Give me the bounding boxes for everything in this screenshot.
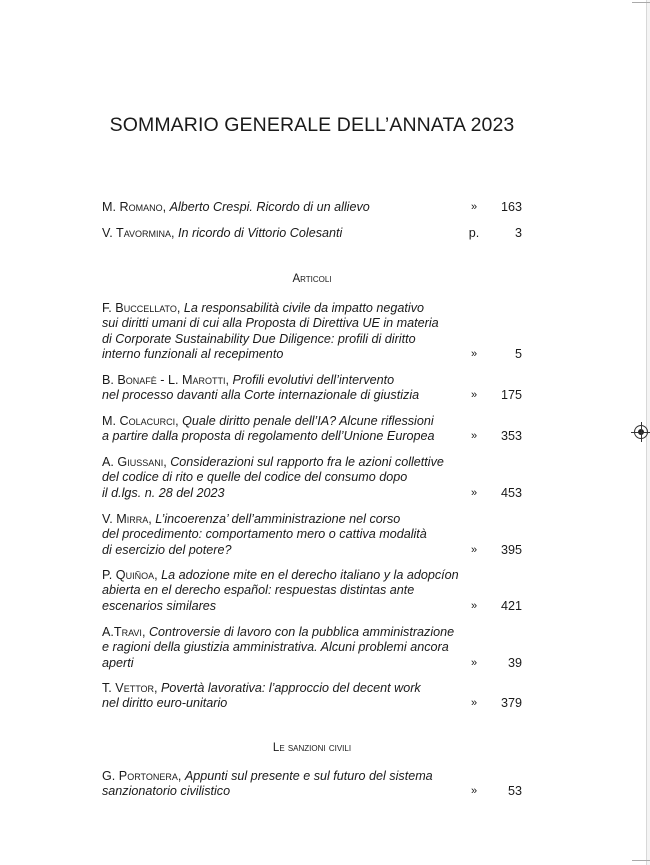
entry-title-line: a partire dalla proposta di regolamento dell’Unione Europea [102,429,435,444]
entry-page-prefix: p. [468,226,480,240]
entry-title-line: L’incoerenza’ dell’amministrazione nel corso [155,512,401,526]
entry-title-line: sui diritti umani di cui alla Proposta di Direttiva UE in materia [102,316,439,331]
entry-title-line: La adozione mite en el derecho italiano y la adopcíon [161,568,459,582]
entry-text: F. Buccellato, La responsabilità civile da impatto negativo sui diritti umani di cui alla Proposta di Direttiva UE in materia di Corporate Sustainability Due Diligence: profili di diritto interno funzionali al recepimento [102,301,439,361]
entry-text: G. Portonera, Appunti sul presente e sul futuro del sistema sanzionatorio civilistico [102,769,433,799]
entry-text: V. Mirra, L’incoerenza’ dell’amministrazione nel corso del procedimento: comportamento mero o cattiva modalità di esercizio del potere? [102,512,427,557]
entry-title-line: Profili evolutivi dell’intervento [232,373,395,387]
section-heading: Le sanzioni civili [272,742,352,754]
entry-page-number: 395 [500,543,522,557]
entry-text: B. Bonafè - L. Marotti, Profili evolutivi dell’intervento nel processo davanti alla Corte internazionale di giustizia [102,373,420,403]
entry-author: B. Bonafè - L. Marotti [102,373,226,387]
entry-ditto-mark: » [470,348,478,360]
entry-author: F. Buccellato [102,301,177,315]
entry-author: V. Mirra [102,512,149,526]
entry-page-number: 453 [500,486,522,500]
page-title: SOMMARIO GENERALE DELL’ANNATA 2023 [109,114,515,136]
entry-ditto-mark: » [470,201,478,213]
entry-text: M. Colacurci, Quale diritto penale dell’IA? Alcune riflessioni a partire dalla proposta di regolamento dell’Unione Europea [102,414,435,444]
entry-ditto-mark: » [470,697,478,709]
entry-page-number: 39 [507,656,522,670]
crop-mark-top [632,2,650,3]
entry-ditto-mark: » [470,430,478,442]
entry-page-number: 353 [500,429,522,443]
entry-title-line: Povertà lavorativa: l’approccio del decent work [161,681,421,695]
entry-text: M. Romano, Alberto Crespi. Ricordo di un allievo [102,200,370,214]
entry-title-line: escenarios similares [102,598,217,613]
entry-author: G. Portonera [102,769,178,783]
entry-page-number: 421 [500,599,522,613]
crop-mark-bottom [632,860,650,861]
entry-title-line: sanzionatorio civilistico [102,784,231,799]
entry-title-line: Alberto Crespi. Ricordo di un allievo [169,200,370,214]
entry-author: A. Giussani [102,455,164,469]
entry-title-line: il d.lgs. n. 28 del 2023 [102,485,225,500]
entry-title-line: e ragioni della giustizia amministrativa. Alcuni problemi ancora [102,640,449,655]
entry-title-line: nel diritto euro-unitario [102,696,228,711]
entry-ditto-mark: » [470,544,478,556]
entry-title-line: Quale diritto penale dell’IA? Alcune riflessioni [182,414,434,428]
entry-text: A. Giussani, Considerazioni sul rapporto fra le azioni collettive del codice di rito e quelle del codice del consumo dopo il d.lgs. n. 28 del 2023 [102,455,444,500]
entry-title-line: nel processo davanti alla Corte internazionale di giustizia [102,388,420,403]
entry-author: A.Travi [102,625,142,639]
section-heading: Articoli [292,273,332,285]
entry-author: P. Quiñoa [102,568,155,582]
entry-title-line: abierta en el derecho español: respuestas distintas ante [102,583,415,598]
entry-author: M. Colacurci [102,414,176,428]
entry-title-line: La responsabilità civile da impatto negativo [183,301,425,315]
entry-page-number: 163 [500,200,522,214]
entry-ditto-mark: » [470,657,478,669]
entry-title-line: di Corporate Sustainability Due Diligence: profili di diritto [102,331,416,346]
entry-author: T. Vettor [102,681,155,695]
entry-title-line: Appunti sul presente e sul futuro del sistema [184,769,433,783]
entry-ditto-mark: » [470,785,478,797]
entry-ditto-mark: » [470,487,478,499]
entry-title-line: aperti [102,655,134,670]
entry-page-number: 379 [500,696,522,710]
entry-text: V. Tavormina, In ricordo di Vittorio Colesanti [102,226,343,240]
entry-ditto-mark: » [470,389,478,401]
entry-title-line: di esercizio del potere? [102,542,232,557]
entry-page-number: 53 [507,784,522,798]
entry-text: A.Travi, Controversie di lavoro con la pubblica amministrazione e ragioni della giustizia amministrativa. Alcuni problemi ancora aperti [102,625,455,670]
entry-title-line: In ricordo di Vittorio Colesanti [178,226,343,240]
entry-title-line: Controversie di lavoro con la pubblica amministrazione [148,625,455,639]
entry-ditto-mark: » [470,600,478,612]
entry-text: P. Quiñoa, La adozione mite en el derecho italiano y la adopcíon abierta en el derecho español: respuestas distintas ante escenarios similares [102,568,459,613]
entry-text: T. Vettor, Povertà lavorativa: l’approccio del decent work nel diritto euro-unitario [102,681,421,711]
entry-title-line: interno funzionali al recepimento [102,346,284,361]
entry-page-number: 5 [514,347,522,361]
registration-target-icon [634,425,648,439]
entry-page-number: 3 [514,226,522,240]
entry-title-line: Considerazioni sul rapporto fra le azioni collettive [170,455,444,469]
entry-author: M. Romano [102,200,163,214]
entry-title-line: del procedimento: comportamento mero o cattiva modalità [102,527,427,542]
entry-title-line: del codice di rito e quelle del codice del consumo dopo [102,470,408,485]
entry-page-number: 175 [500,388,522,402]
entry-author: V. Tavormina [102,226,172,240]
